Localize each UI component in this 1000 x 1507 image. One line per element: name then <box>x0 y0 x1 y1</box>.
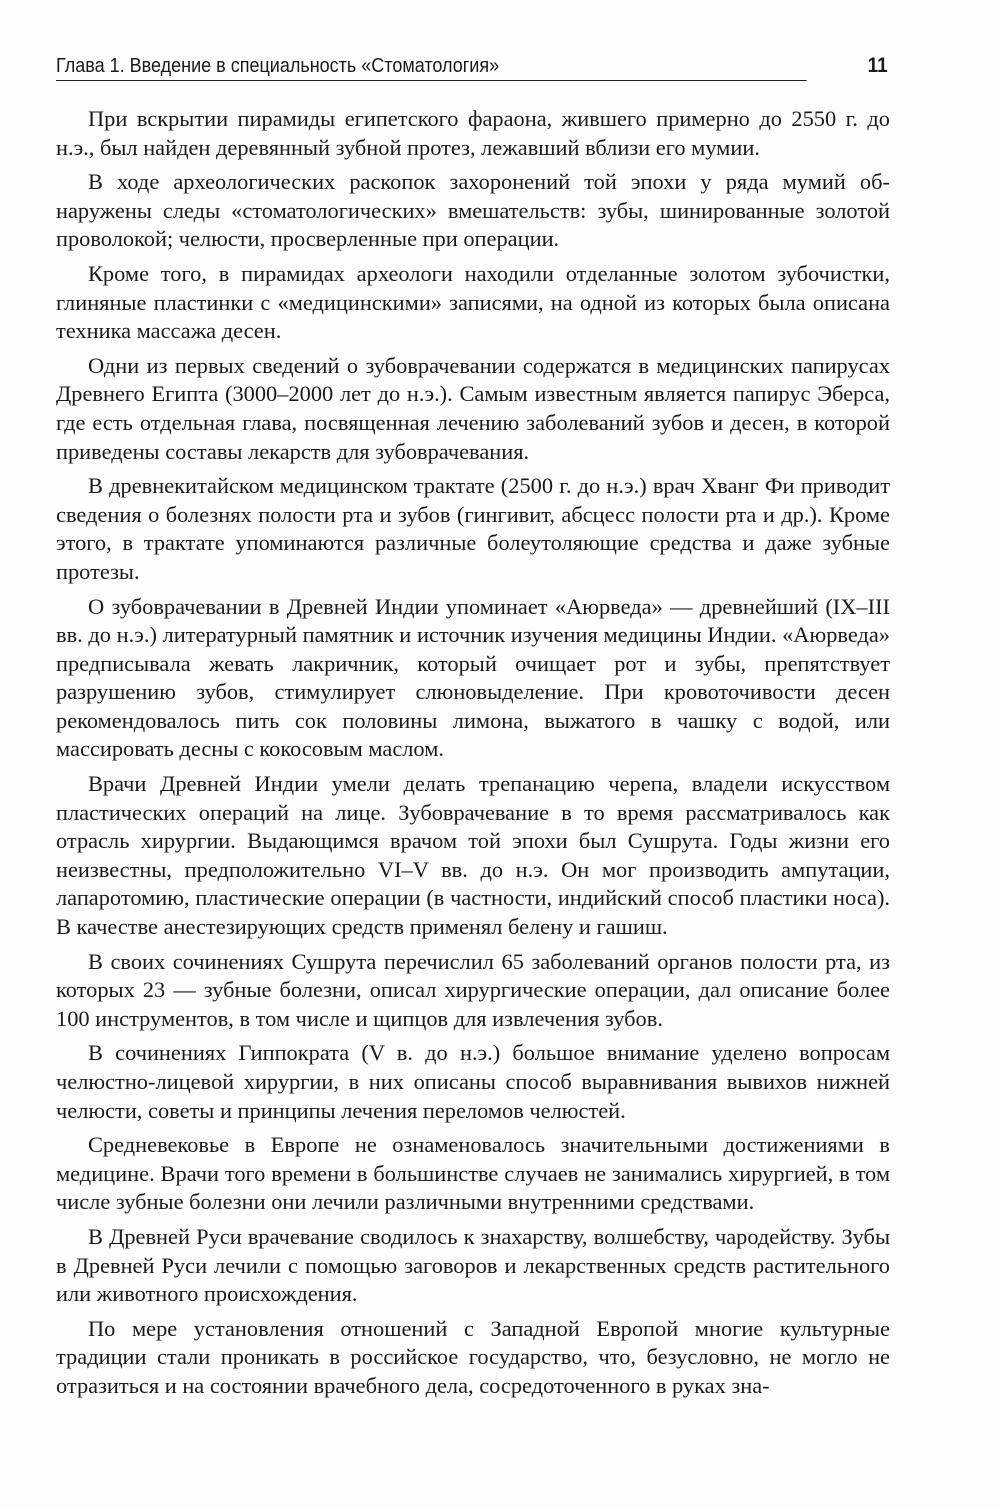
page-number: 11 <box>867 54 888 77</box>
paragraph: Врачи Древней Индии умели делать трепанацию черепа, владели искусством пластических операций на лице. Зубоврачевание в то время рассматривалось как отрасль хирургии. Выдающимся врачом той эпохи был Сушрута. Годы жизни его неизвестны, предположительно VI–V вв. до н.э. Он мог производить ампутации, лапаротомию, пластические операции (в частности, индийский способ пластики носа). В качестве анестезирующих средств применял белену и гашиш. <box>56 771 890 940</box>
paragraph: В древнекитайском медицинском трактате (2500 г. до н.э.) врач Хванг Фи приводит сведения о болезнях полости рта и зубов (гингивит, абсцесс полости рта и др.). Кроме этого, в трактате упоминаются различные болеутоляющие средства и даже зубные протезы. <box>56 473 890 584</box>
chapter-title: Глава 1. Введение в специальность «Стоматология» <box>56 55 500 77</box>
paragraph: Средневековье в Европе не ознаменовалось значительными достижениями в медицине. Врачи того времени в большинстве случаев не занимались хирургией, в том числе зубные болезни они лечили различными внутренними средствами. <box>56 1132 890 1215</box>
paragraph: По мере установления отношений с Западной Европой многие культурные традиции стали проникать в российское государство, что, безусловно, не могло не отразиться и на состоянии врачебного дела, сосредоточенного в руках зна- <box>56 1315 890 1398</box>
paragraph: При вскрытии пирамиды египетского фараона, жившего примерно до 2550 г. до н.э., был найден деревянный зубной протез, лежавший вблизи его мумии. <box>56 106 890 160</box>
paragraph: Одни из первых сведений о зубоврачевании содержатся в медицинских папирусах Древнего Египта (3000–2000 лет до н.э.). Самым известным является папирус Эберса, где есть отдельная глава, посвященная лечению заболеваний зубов и десен, в которой приведены составы лекарств для зубоврачевания. <box>56 352 890 464</box>
paragraph: В ходе археологических раскопок захоронений той эпохи у ряда мумий обнаружены следы «стоматологических» вмешательств: зубы, шинированные золотой проволокой; челюсти, просверленные при операции. <box>56 169 890 252</box>
paragraph: О зубоврачевании в Древней Индии упоминает «Аюрведа» — древнейший (IX–III вв. до н.э.) литературный памятник и источник изучения медицины Индии. «Аюрведа» предписывала жевать лакричник, который очищает рот и зубы, препятствует разрушению зубов, стимулирует слюновыделение. При кровоточивости десен рекомендовалось пить сок половины лимона, выжатого в чашку с водой, или массировать десны с кокосовым маслом. <box>56 593 890 762</box>
body-text <box>56 105 890 1401</box>
book-page <box>56 52 890 1407</box>
paragraph: В Древней Руси врачевание сводилось к знахарству, волшебству, чародейству. Зубы в Древней Руси лечили с помощью заговоров и лекарственных средств растительного или животного происхождения. <box>56 1223 890 1307</box>
paragraph: В своих сочинениях Сушрута перечислил 65 заболеваний органов полости рта, из которых 23 — зубные болезни, описал хирургические операции, дал описание более 100 инструментов, в том числе и щипцов для извлечения зубов. <box>56 948 890 1031</box>
paragraph: В сочинениях Гиппократа (V в. до н.э.) большое внимание уделено вопросам челюстно-лицевой хирургии, в них описаны способ выравнивания вывихов нижней челюсти, советы и принципы лечения переломов челюстей. <box>56 1040 890 1123</box>
running-header <box>56 52 888 81</box>
paragraph: Кроме того, в пирамидах археологи находили отделанные золотом зубочистки, глиняные пластинки с «медицинскими» записями, на одной из которых была описана техника массажа десен. <box>56 260 890 344</box>
